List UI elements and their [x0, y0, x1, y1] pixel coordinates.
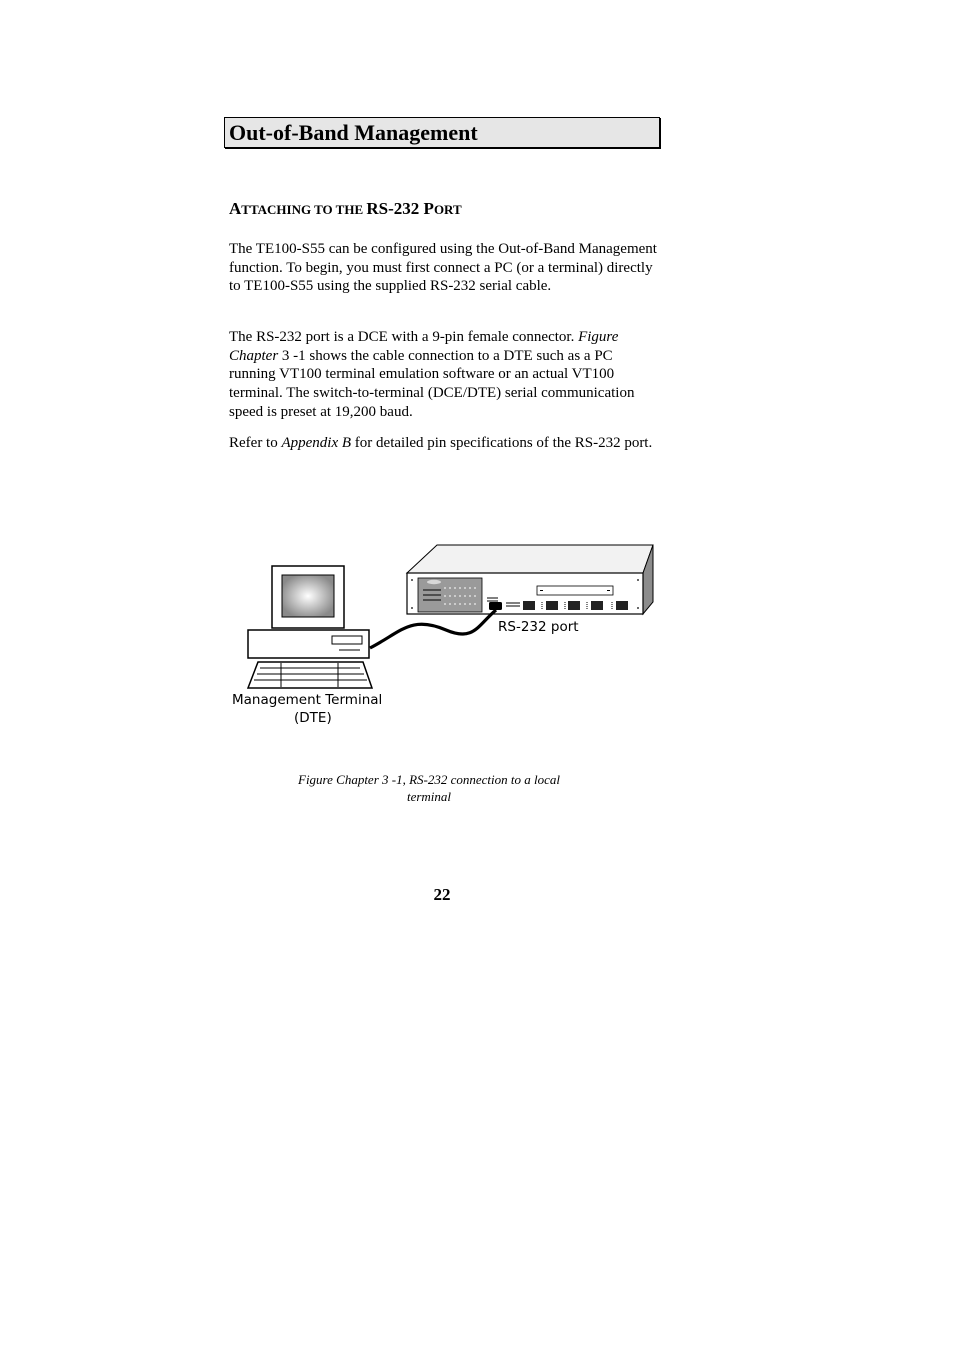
figure-reference-number: 3 -1: [278, 347, 306, 364]
heading-small-caps-1: TTACHING TO THE: [241, 202, 367, 217]
dte-label: (DTE): [294, 710, 332, 726]
heading-rs232: RS-232: [366, 199, 424, 218]
heading-cap-a: A: [229, 199, 242, 218]
p2-text-before: The RS-232 port is a DCE with a 9-pin female connector.: [229, 329, 579, 345]
p3-text-before: Refer to: [229, 435, 282, 451]
caption-line-1: Figure Chapter 3 -1, RS-232 connection to a local: [298, 772, 560, 787]
figure-reference: Figure Chapter: [229, 329, 619, 364]
rs232-connection-figure: [226, 540, 658, 735]
serial-connector-icon: [489, 602, 502, 610]
heading-small-caps-2: ORT: [433, 202, 462, 217]
rs232-port-label: RS-232 port: [498, 619, 579, 635]
paragraph-rs232-port: [229, 328, 659, 422]
paragraph-appendix: [229, 434, 659, 453]
chapter-header: [224, 117, 660, 148]
serial-cable-icon: [370, 610, 496, 648]
caption-line-2: terminal: [406, 788, 452, 804]
paragraph-intro: The TE100-S55 can be configured using the Out-of-Band Management function. To begin, you must first connect a PC (or a terminal) directly to TE100-S55 using the supplied RS-232 serial cable.: [229, 241, 657, 295]
heading-cap-p: P: [423, 199, 434, 218]
appendix-reference: Appendix B: [281, 435, 352, 451]
computer-terminal-icon: [248, 566, 372, 688]
switch-device-icon: [407, 545, 653, 614]
p3-text-after: for detailed pin specifications of the RS-232 port.: [351, 435, 653, 451]
page-number: 22: [433, 885, 451, 904]
management-terminal-label: Management Terminal: [232, 692, 383, 708]
chapter-title: Out-of-Band Management: [229, 120, 478, 145]
section-heading: [229, 199, 462, 220]
p2-text-after: shows the cable connection to a DTE such as a PC running VT100 terminal emulation software or an actual VT100 terminal. The switch-to-terminal (DCE/DTE) serial communication speed is preset at 19,200 baud.: [229, 347, 635, 420]
figure-caption: [258, 772, 600, 805]
